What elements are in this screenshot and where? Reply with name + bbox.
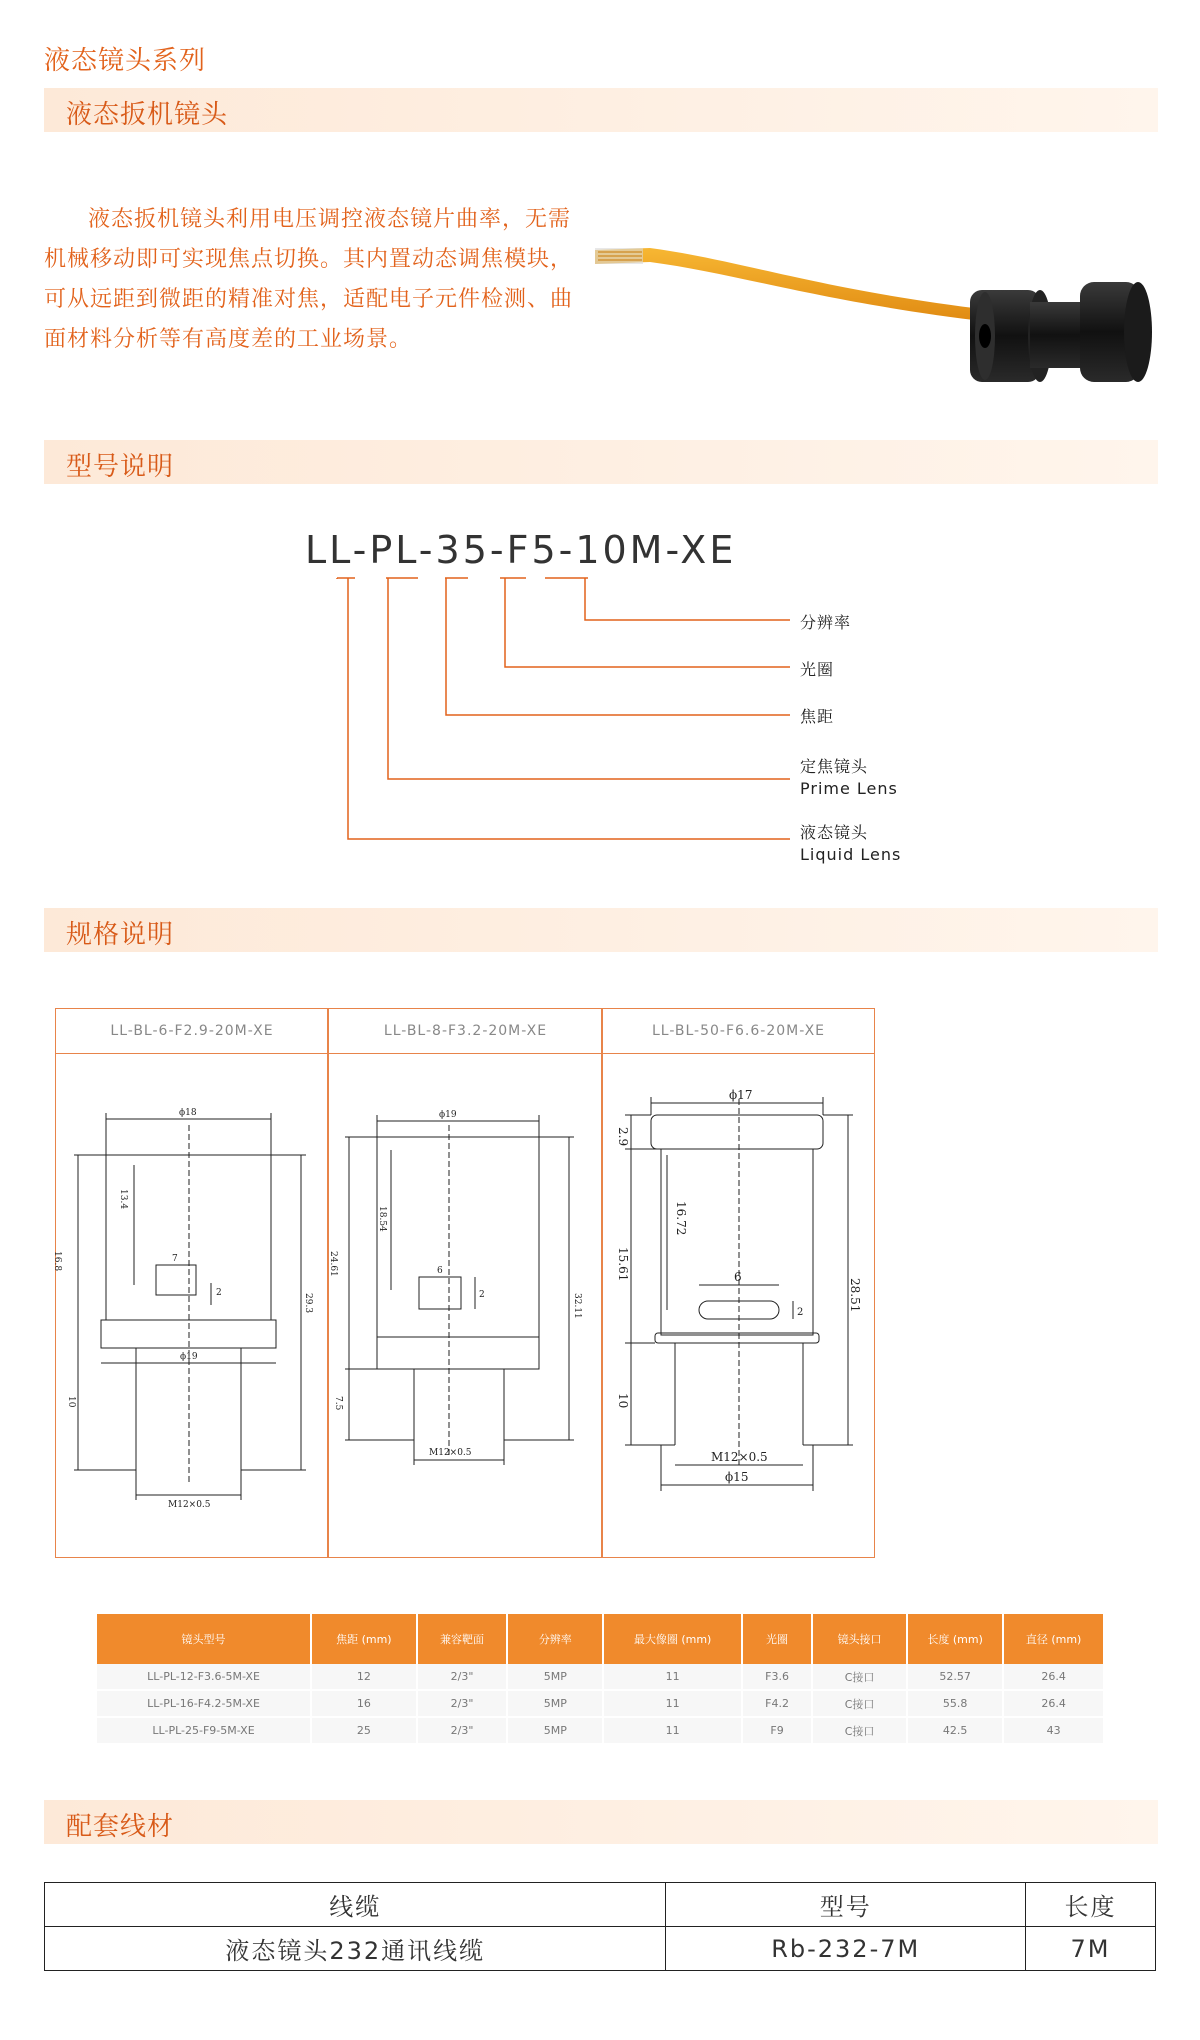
svg-text:6: 6 [734,1270,742,1284]
svg-text:2.9: 2.9 [616,1127,630,1147]
cable-table [44,1882,1156,1971]
table-header-row [97,1614,1104,1664]
svg-text:ϕ19: ϕ19 [180,1352,198,1362]
drawing-title: LL-BL-8-F3.2-20M-XE [329,1009,602,1054]
section-header-model [44,440,1158,484]
params-table [97,1614,1105,1745]
section-title: 液态扳机镜头 [66,100,229,130]
table-row: 液态镜头232通讯线缆 Rb-232-7M 7M [45,1927,1156,1971]
svg-text:ϕ15: ϕ15 [725,1470,749,1484]
section-header-spec [44,908,1158,952]
col-header: 长度 (mm) [907,1614,1003,1664]
svg-text:M12×0.5: M12×0.5 [711,1450,768,1464]
table-row: LL-PL-16-F4.2-5M-XE 16 2/3" 5MP 11 F4.2 C接口 55.8 26.4 [97,1690,1104,1717]
table-row: LL-PL-25-F9-5M-XE 25 2/3" 5MP 11 F9 C接口 42.5 43 [97,1717,1104,1744]
svg-text:7: 7 [172,1254,178,1264]
col-header: 光圈 [742,1614,812,1664]
svg-text:15.61: 15.61 [616,1247,630,1282]
drawing-2 [329,1055,599,1555]
svg-text:18.54: 18.54 [377,1206,387,1232]
col-header: 最大像圈 (mm) [603,1614,742,1664]
model-label-aperture: 光圈 [800,660,835,679]
section-title: 型号说明 [66,452,175,482]
drawing-3 [603,1055,873,1555]
col-header: 兼容靶面 [417,1614,508,1664]
svg-text:28.51: 28.51 [848,1278,862,1313]
svg-text:ϕ17: ϕ17 [729,1088,753,1102]
model-label-focal: 焦距 [800,707,835,726]
section-header-cable [44,1800,1158,1844]
section-title: 规格说明 [66,920,175,950]
svg-text:10: 10 [616,1393,630,1409]
model-code: LL-PL-35-F5-10M-XE [305,528,737,572]
svg-text:13.4: 13.4 [118,1189,128,1210]
svg-text:16.8: 16.8 [52,1251,62,1272]
col-header: 焦距 (mm) [311,1614,417,1664]
svg-text:2: 2 [479,1290,485,1300]
model-label-prime: 定焦镜头 Prime Lens [800,757,898,798]
table-header-row [45,1883,1156,1927]
svg-text:2: 2 [216,1288,222,1298]
col-header: 镜头型号 [97,1614,311,1664]
product-description: 液态扳机镜头利用电压调控液态镜片曲率，无需机械移动即可实现焦点切换。其内置动态调焦模块，可从远距到微距的精准对焦，适配电子元件检测、曲面材料分析等有高度差的工业场景。 [44,207,574,352]
svg-text:7.5: 7.5 [333,1396,343,1411]
series-title: 液态镜头系列 [44,46,207,76]
table-row: LL-PL-12-F3.6-5M-XE 12 2/3" 5MP 11 F3.6 C接口 52.57 26.4 [97,1664,1104,1690]
svg-text:6: 6 [437,1266,443,1276]
svg-text:24.61: 24.61 [328,1251,338,1277]
section-title: 配套线材 [66,1812,175,1842]
drawing-title: LL-BL-6-F2.9-20M-XE [56,1009,328,1054]
col-header: 型号 [666,1883,1025,1927]
section-header-liquid [44,88,1158,132]
liquid-lens-product-image [590,230,1170,410]
model-code-leader-lines [300,575,820,855]
col-header: 镜头接口 [812,1614,907,1664]
svg-text:29.3: 29.3 [303,1293,313,1314]
svg-text:10: 10 [66,1396,76,1408]
model-label-liquid: 液态镜头 Liquid Lens [800,823,902,864]
drawing-1 [52,1055,326,1555]
svg-text:M12×0.5: M12×0.5 [168,1500,211,1510]
svg-text:ϕ18: ϕ18 [179,1108,197,1118]
drawing-title: LL-BL-50-F6.6-20M-XE [603,1009,874,1054]
svg-text:32.11: 32.11 [572,1293,582,1319]
col-header: 长度 [1025,1883,1155,1927]
svg-text:16.72: 16.72 [674,1201,688,1236]
spec-drawings [52,1008,875,1558]
col-header: 线缆 [45,1883,666,1927]
col-header: 分辨率 [507,1614,603,1664]
svg-text:2: 2 [797,1307,804,1318]
svg-text:M12×0.5: M12×0.5 [429,1448,472,1458]
svg-text:ϕ19: ϕ19 [439,1110,457,1120]
model-label-resolution: 分辨率 [800,613,852,632]
col-header: 直径 (mm) [1003,1614,1104,1664]
